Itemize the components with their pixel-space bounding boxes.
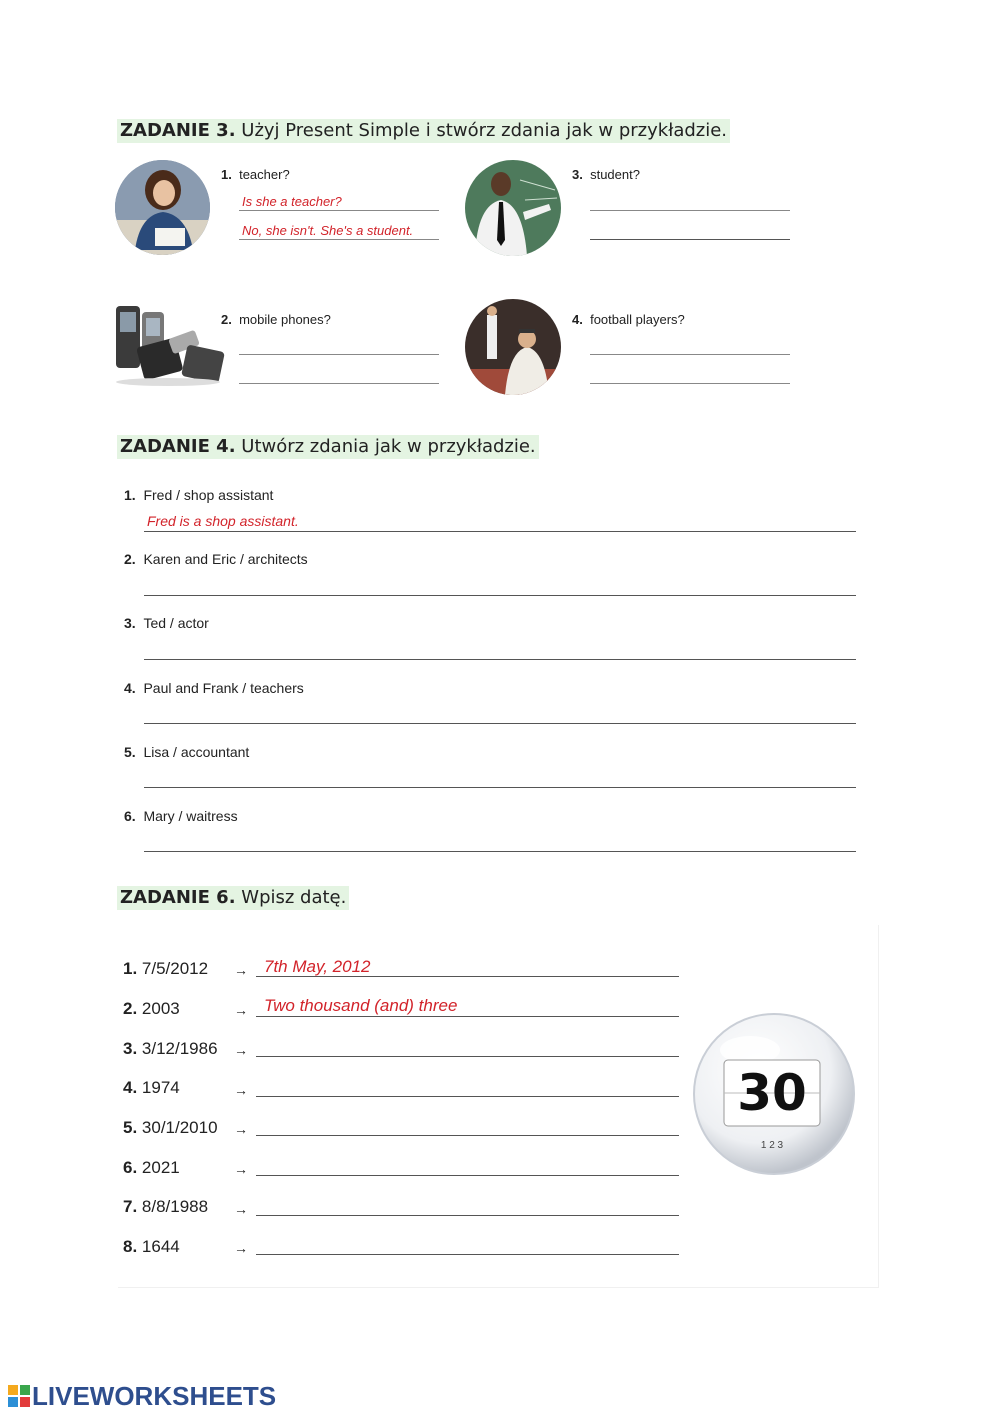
task3-item1-prompt: 1. teacher? (221, 167, 290, 182)
liveworksheets-logo-icon (8, 1385, 30, 1407)
task4-item5-line[interactable] (144, 787, 856, 788)
arrow-icon: → (234, 1042, 248, 1058)
task4-item6-prompt: 6. Mary / waitress (124, 808, 238, 824)
task4-item1-answer[interactable]: Fred is a shop assistant. (147, 513, 299, 529)
task3-item3-line1[interactable] (590, 210, 790, 211)
task6-item3-date: 3. 3/12/1986 (123, 1039, 218, 1058)
task4-item1-line (144, 531, 856, 532)
teacher-man-image (465, 160, 561, 256)
task6-item5-line[interactable] (256, 1135, 679, 1136)
liveworksheets-logo-text[interactable]: LIVEWORKSHEETS (32, 1381, 277, 1411)
task6-item1-date: 1. 7/5/2012 (123, 959, 209, 978)
task4-heading (117, 435, 539, 459)
arrow-icon: → (234, 1201, 248, 1217)
task3-item1-answer1[interactable]: Is she a teacher? (242, 194, 342, 209)
arrow-icon: → (234, 1161, 248, 1177)
task6-item3-line[interactable] (256, 1056, 679, 1057)
task4-heading-text: Utwórz zdania jak w przykładzie. (235, 436, 536, 457)
arrow-icon: → (234, 1002, 248, 1018)
task3-item3-prompt: 3. student? (572, 167, 640, 182)
task3-item1-line2 (239, 239, 439, 240)
task3-item2-prompt: 2. mobile phones? (221, 312, 331, 327)
arrow-icon: → (234, 962, 248, 978)
task6-item1-answer[interactable]: 7th May, 2012 (264, 957, 371, 976)
task4-item1-prompt: 1. Fred / shop assistant (124, 487, 274, 503)
task4-item4-prompt: 4. Paul and Frank / teachers (124, 680, 304, 696)
mobile-phones-image (110, 300, 225, 388)
task4-item2-prompt: 2. Karen and Eric / architects (124, 551, 308, 567)
calendar-small-digits: 1 2 3 (760, 1140, 784, 1151)
task3-item2-line2[interactable] (239, 383, 439, 384)
task6-item6-date: 6. 2021 (123, 1158, 180, 1177)
task6-item4-date: 4. 1974 (123, 1078, 180, 1097)
task3-item2-line1[interactable] (239, 354, 439, 355)
task6-item7-line[interactable] (256, 1215, 679, 1216)
task3-item1-line1 (239, 210, 439, 211)
task3-heading-text: Użyj Present Simple i stwórz zdania jak w przykładzie. (235, 120, 728, 141)
task4-item3-line[interactable] (144, 659, 856, 660)
task6-item2-answer[interactable]: Two thousand (and) three (264, 996, 458, 1015)
task3-item3-line2[interactable] (590, 239, 790, 240)
calendar-ball-image (690, 1010, 858, 1178)
task6-item5-date: 5. 30/1/2010 (123, 1118, 218, 1137)
arrow-icon: → (234, 1121, 248, 1137)
task6-item4-line[interactable] (256, 1096, 679, 1097)
calendar-number: 30 (737, 1064, 807, 1122)
task3-item4-prompt: 4. football players? (572, 312, 685, 327)
task4-item3-prompt: 3. Ted / actor (124, 615, 209, 631)
task3-item4-line1[interactable] (590, 354, 790, 355)
task4-item6-line[interactable] (144, 851, 856, 852)
task6-item2-line (256, 1016, 679, 1017)
task6-item6-line[interactable] (256, 1175, 679, 1176)
task6-item1-line (256, 976, 679, 977)
task3-item1-answer2[interactable]: No, she isn't. She's a student. (242, 223, 414, 238)
task6-item7-date: 7. 8/8/1988 (123, 1197, 209, 1216)
student-girl-image (115, 160, 210, 255)
task4-heading-bold: ZADANIE 4. (120, 436, 236, 457)
arrow-icon: → (234, 1082, 248, 1098)
task6-item8-line[interactable] (256, 1254, 679, 1255)
task6-heading-bold: ZADANIE 6. (120, 887, 236, 908)
task6-item2-date: 2. 2003 (123, 999, 180, 1018)
task4-item2-line[interactable] (144, 595, 856, 596)
task4-item4-line[interactable] (144, 723, 856, 724)
task6-item8-date: 8. 1644 (123, 1237, 180, 1256)
task4-item5-prompt: 5. Lisa / accountant (124, 744, 250, 760)
task3-heading (117, 119, 730, 143)
task3-item4-line2[interactable] (590, 383, 790, 384)
task6-heading (117, 886, 349, 910)
task3-heading-bold: ZADANIE 3. (120, 120, 236, 141)
task6-heading-text: Wpisz datę. (235, 887, 347, 908)
arrow-icon: → (234, 1240, 248, 1256)
tennis-players-image (465, 299, 561, 395)
